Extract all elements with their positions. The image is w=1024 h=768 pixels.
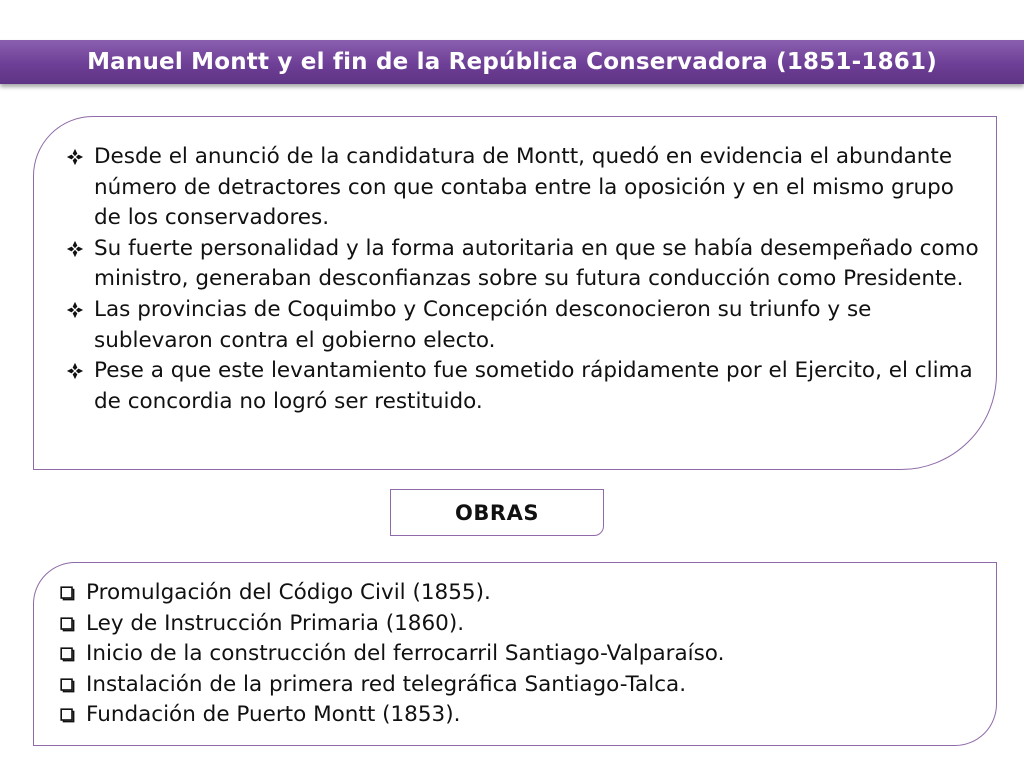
list-item bbox=[54, 578, 974, 609]
list-item-text: Promulgación del Código Civil (1855). bbox=[86, 580, 491, 605]
list-item bbox=[54, 609, 974, 640]
obras-heading-box bbox=[390, 489, 604, 536]
diamond-flower-icon bbox=[64, 142, 86, 172]
list-item bbox=[54, 700, 974, 731]
list-item-text: Ley de Instrucción Primaria (1860). bbox=[86, 610, 465, 636]
list-item bbox=[62, 142, 982, 234]
hollow-square-icon bbox=[56, 609, 78, 639]
obras-panel bbox=[33, 562, 997, 746]
list-item bbox=[54, 670, 974, 701]
diamond-flower-icon bbox=[64, 234, 86, 264]
list-item-text: Instalación de la primera red telegráfica Santiago-Talca. bbox=[86, 671, 687, 697]
list-item-text: Pese a que este levantamiento fue sometido rápidamente por el Ejercito, el clima de concordia no logró ser restituido. bbox=[94, 358, 973, 414]
list-item bbox=[54, 639, 974, 670]
list-item bbox=[62, 356, 982, 417]
hollow-square-icon bbox=[56, 578, 78, 608]
list-item-text: Inicio de la construcción del ferrocarril Santiago-Valparaíso. bbox=[86, 641, 725, 667]
list-item-text: Desde el anunció de la candidatura de Montt, quedó en evidencia el abundante número de detractores con que contaba entre la oposición y en el mismo grupo de los conservadores. bbox=[94, 144, 954, 231]
list-item-text: Las provincias de Coquimbo y Concepción desconocieron su triunfo y se sublevaron contra el gobierno electo. bbox=[94, 296, 872, 353]
context-panel bbox=[33, 116, 997, 470]
context-list bbox=[62, 142, 982, 417]
diamond-flower-icon bbox=[64, 356, 86, 386]
obras-heading: OBRAS bbox=[455, 500, 539, 525]
hollow-square-icon bbox=[56, 670, 78, 700]
list-item bbox=[62, 295, 982, 356]
hollow-square-icon bbox=[56, 700, 78, 730]
list-item bbox=[62, 234, 982, 295]
diamond-flower-icon bbox=[64, 295, 86, 325]
title-bar bbox=[0, 40, 1024, 84]
list-item-text: Fundación de Puerto Montt (1853). bbox=[86, 702, 461, 728]
slide-title: Manuel Montt y el fin de la República Conservadora (1851-1861) bbox=[87, 49, 937, 75]
hollow-square-icon bbox=[56, 639, 78, 669]
obras-list bbox=[54, 578, 974, 731]
list-item-text: Su fuerte personalidad y la forma autoritaria en que se había desempeñado como ministro, generaban desconfianzas sobre su futura conducción como Presidente. bbox=[94, 235, 979, 292]
